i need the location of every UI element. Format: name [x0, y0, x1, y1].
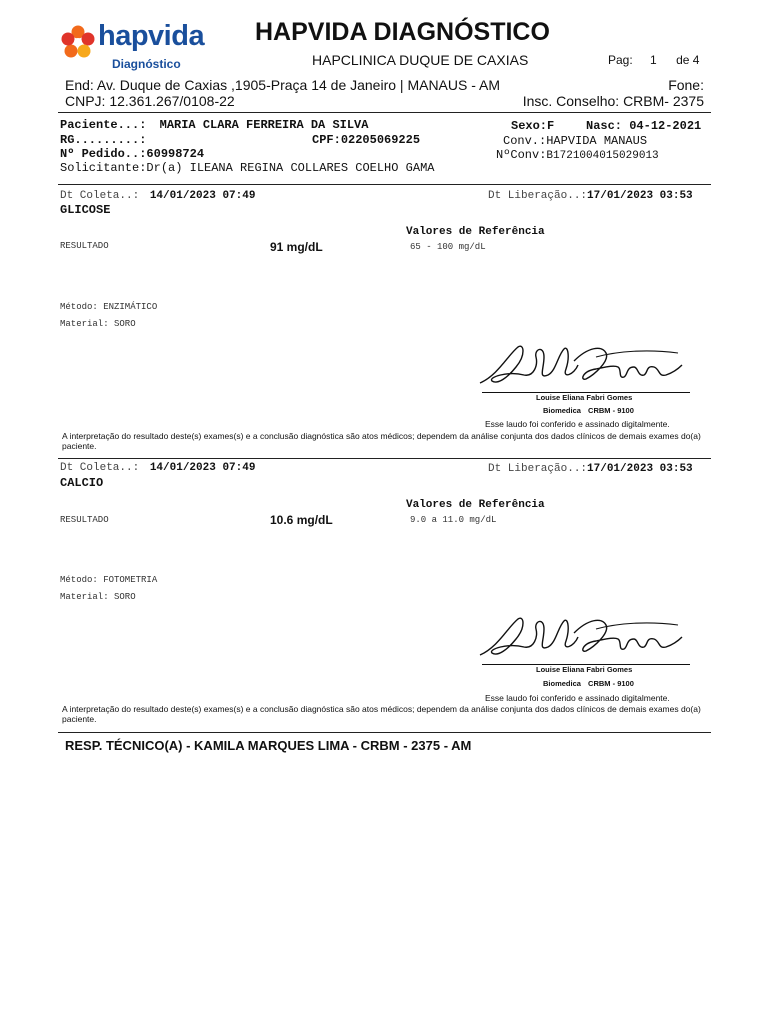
- disclaimer: A interpretação do resultado deste(s) exames(s) e a conclusão diagnóstica são atos médicos; dependem da análise conjunta dos dados clínicos de demais exames do(a) paciente.: [62, 704, 701, 724]
- council-number: Insc. Conselho: CRBM- 2375: [522, 93, 704, 109]
- exam-divider: [58, 458, 711, 459]
- patient-birth: Nasc: 04-12-2021: [586, 119, 702, 133]
- release-date: Dt Liberação..:17/01/2023 03:53: [488, 463, 693, 475]
- result-label: RESULTADO: [60, 515, 109, 525]
- method: Método: ENZIMÁTICO: [60, 302, 158, 312]
- patient-cpf: CPF:02205069225: [312, 133, 421, 147]
- page-counter: Pag: 1 de 4: [608, 53, 700, 67]
- logo: [60, 20, 220, 72]
- address: End: Av. Duque de Caxias ,1905-Praça 14 de Janeiro | MANAUS - AM: [65, 77, 501, 93]
- patient-name: MARIA CLARA FERREIRA DA SILVA: [159, 118, 369, 132]
- exam-name: CALCIO: [60, 476, 104, 490]
- patient-insurance: Conv.:HAPVIDA MANAUS: [503, 134, 648, 148]
- signature-image: [478, 335, 688, 391]
- logo-text: hapvida: [98, 20, 205, 52]
- digital-note: Esse laudo foi conferido e assinado digitalmente.: [485, 693, 670, 703]
- material: Material: SORO: [60, 319, 136, 329]
- patient-rg: RG.........:: [60, 133, 147, 147]
- requester: Solicitante:Dr(a) ILEANA REGINA COLLARES COELHO GAMA: [60, 161, 435, 175]
- patient-divider: [58, 184, 711, 185]
- signer-name: Louise Eliana Fabri Gomes: [536, 665, 633, 674]
- patient-name-row: Paciente...: MARIA CLARA FERREIRA DA SILVA: [60, 118, 369, 132]
- collect-date: Dt Coleta..: 14/01/2023 07:49: [60, 462, 256, 474]
- phone-label: Fone:: [668, 77, 704, 93]
- cnpj: CNPJ: 12.361.267/0108-22: [65, 93, 235, 109]
- result-label: RESULTADO: [60, 241, 109, 251]
- signer-role: Biomedica CRBM - 9100: [543, 679, 634, 688]
- signature-image: [478, 607, 688, 663]
- footer-divider: [58, 732, 711, 733]
- header-divider: [58, 112, 711, 113]
- logo-subtitle: Diagnóstico: [112, 57, 181, 71]
- release-date: Dt Liberação..:17/01/2023 03:53: [488, 190, 693, 202]
- signer-role: Biomedica CRBM - 9100: [543, 406, 634, 415]
- disclaimer: A interpretação do resultado deste(s) exames(s) e a conclusão diagnóstica são atos médicos; dependem da análise conjunta dos dados clínicos de demais exames do(a) paciente.: [62, 431, 701, 451]
- unit-name: HAPCLINICA DUQUE DE CAXIAS: [312, 52, 529, 68]
- patient-sex: Sexo:F: [511, 119, 555, 133]
- insurance-number: NºConv:B1721004015029013: [496, 148, 659, 162]
- exam-name: GLICOSE: [60, 203, 111, 217]
- lab-title: HAPVIDA DIAGNÓSTICO: [255, 18, 550, 46]
- signer-name: Louise Eliana Fabri Gomes: [536, 393, 633, 402]
- result-value: 10.6 mg/dL: [270, 513, 333, 527]
- method: Método: FOTOMETRIA: [60, 575, 158, 585]
- collect-date: Dt Coleta..: 14/01/2023 07:49: [60, 190, 256, 202]
- reference-title: Valores de Referência: [406, 226, 545, 238]
- reference-title: Valores de Referência: [406, 499, 545, 511]
- technical-responsible: RESP. TÉCNICO(A) - KAMILA MARQUES LIMA - CRBM - 2375 - AM: [65, 738, 472, 753]
- order-number: Nº Pedido..:60998724: [60, 147, 205, 161]
- hapvida-flower-icon: [60, 24, 96, 60]
- material: Material: SORO: [60, 592, 136, 602]
- result-value: 91 mg/dL: [270, 240, 323, 254]
- reference-range: 65 - 100 mg/dL: [410, 242, 486, 252]
- reference-range: 9.0 a 11.0 mg/dL: [410, 515, 497, 525]
- digital-note: Esse laudo foi conferido e assinado digitalmente.: [485, 419, 670, 429]
